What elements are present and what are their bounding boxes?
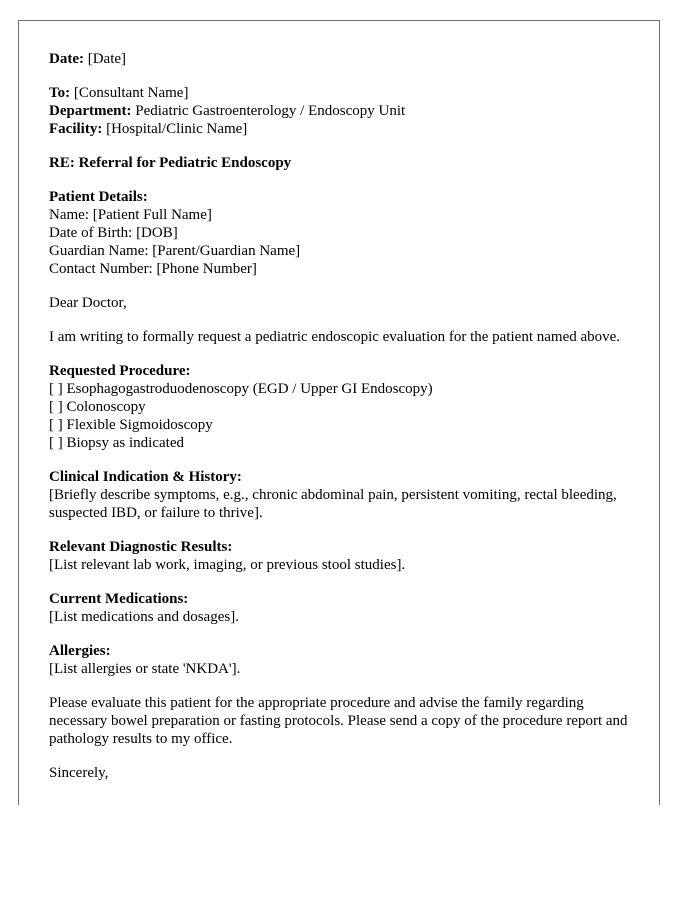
date-value: [Date]: [87, 51, 127, 67]
date-line: [49, 50, 629, 68]
date-label: Date:: [49, 51, 84, 67]
intro-block: [49, 328, 629, 346]
medications-heading: Current Medications:: [49, 591, 189, 607]
signoff-block: [49, 764, 629, 782]
allergies-heading: Allergies:: [49, 643, 111, 659]
salutation-block: [49, 294, 629, 312]
department-line: [49, 102, 629, 120]
to-line: [49, 84, 629, 102]
diagnostic-results-heading: Relevant Diagnostic Results:: [49, 539, 233, 555]
allergies-text: [List allergies or state 'NKDA'].: [49, 661, 241, 677]
procedure-item: [ ] Flexible Sigmoidoscopy: [49, 417, 213, 433]
facility-line: [49, 120, 629, 138]
date-block: [49, 50, 629, 68]
medications-block: [49, 590, 629, 626]
patient-details-heading: Patient Details:: [49, 189, 148, 205]
patient-name: Name: [Patient Full Name]: [49, 207, 212, 223]
patient-details-block: [49, 188, 629, 278]
procedure-item: [ ] Colonoscopy: [49, 399, 146, 415]
salutation: Dear Doctor,: [49, 295, 127, 311]
requested-procedure-block: [49, 362, 629, 452]
procedure-item: [ ] Esophagogastroduodenoscopy (EGD / Upper GI Endoscopy): [49, 381, 433, 397]
medications-text: [List medications and dosages].: [49, 609, 239, 625]
department-value: Pediatric Gastroenterology / Endoscopy Unit: [135, 103, 406, 119]
allergies-block: [49, 642, 629, 678]
recipient-block: [49, 84, 629, 138]
closing-block: [49, 694, 629, 748]
patient-dob: Date of Birth: [DOB]: [49, 225, 178, 241]
re-line: RE: Referral for Pediatric Endoscopy: [49, 155, 292, 171]
diagnostic-results-text: [List relevant lab work, imaging, or previous stool studies].: [49, 557, 406, 573]
diagnostic-results-block: [49, 538, 629, 574]
facility-label: Facility:: [49, 121, 103, 137]
signoff: Sincerely,: [49, 765, 109, 781]
clinical-indication-text: [Briefly describe symptoms, e.g., chronic abdominal pain, persistent vomiting, rectal bleeding, suspected IBD, or failure to thrive].: [49, 487, 617, 521]
closing-paragraph: Please evaluate this patient for the appropriate procedure and advise the family regarding necessary bowel preparation or fasting protocols. Please send a copy of the procedure report and pathology results to my office.: [49, 695, 628, 747]
clinical-indication-block: [49, 468, 629, 522]
department-label: Department:: [49, 103, 132, 119]
clinical-indication-heading: Clinical Indication & History:: [49, 469, 242, 485]
facility-value: [Hospital/Clinic Name]: [106, 121, 248, 137]
intro-paragraph: I am writing to formally request a pediatric endoscopic evaluation for the patient named above.: [49, 329, 621, 345]
patient-contact: Contact Number: [Phone Number]: [49, 261, 257, 277]
requested-procedure-heading: Requested Procedure:: [49, 363, 191, 379]
procedure-item: [ ] Biopsy as indicated: [49, 435, 184, 451]
to-value: [Consultant Name]: [73, 85, 189, 101]
referral-letter: [18, 20, 660, 805]
patient-guardian: Guardian Name: [Parent/Guardian Name]: [49, 243, 301, 259]
to-label: To:: [49, 85, 71, 101]
re-block: [49, 154, 629, 172]
